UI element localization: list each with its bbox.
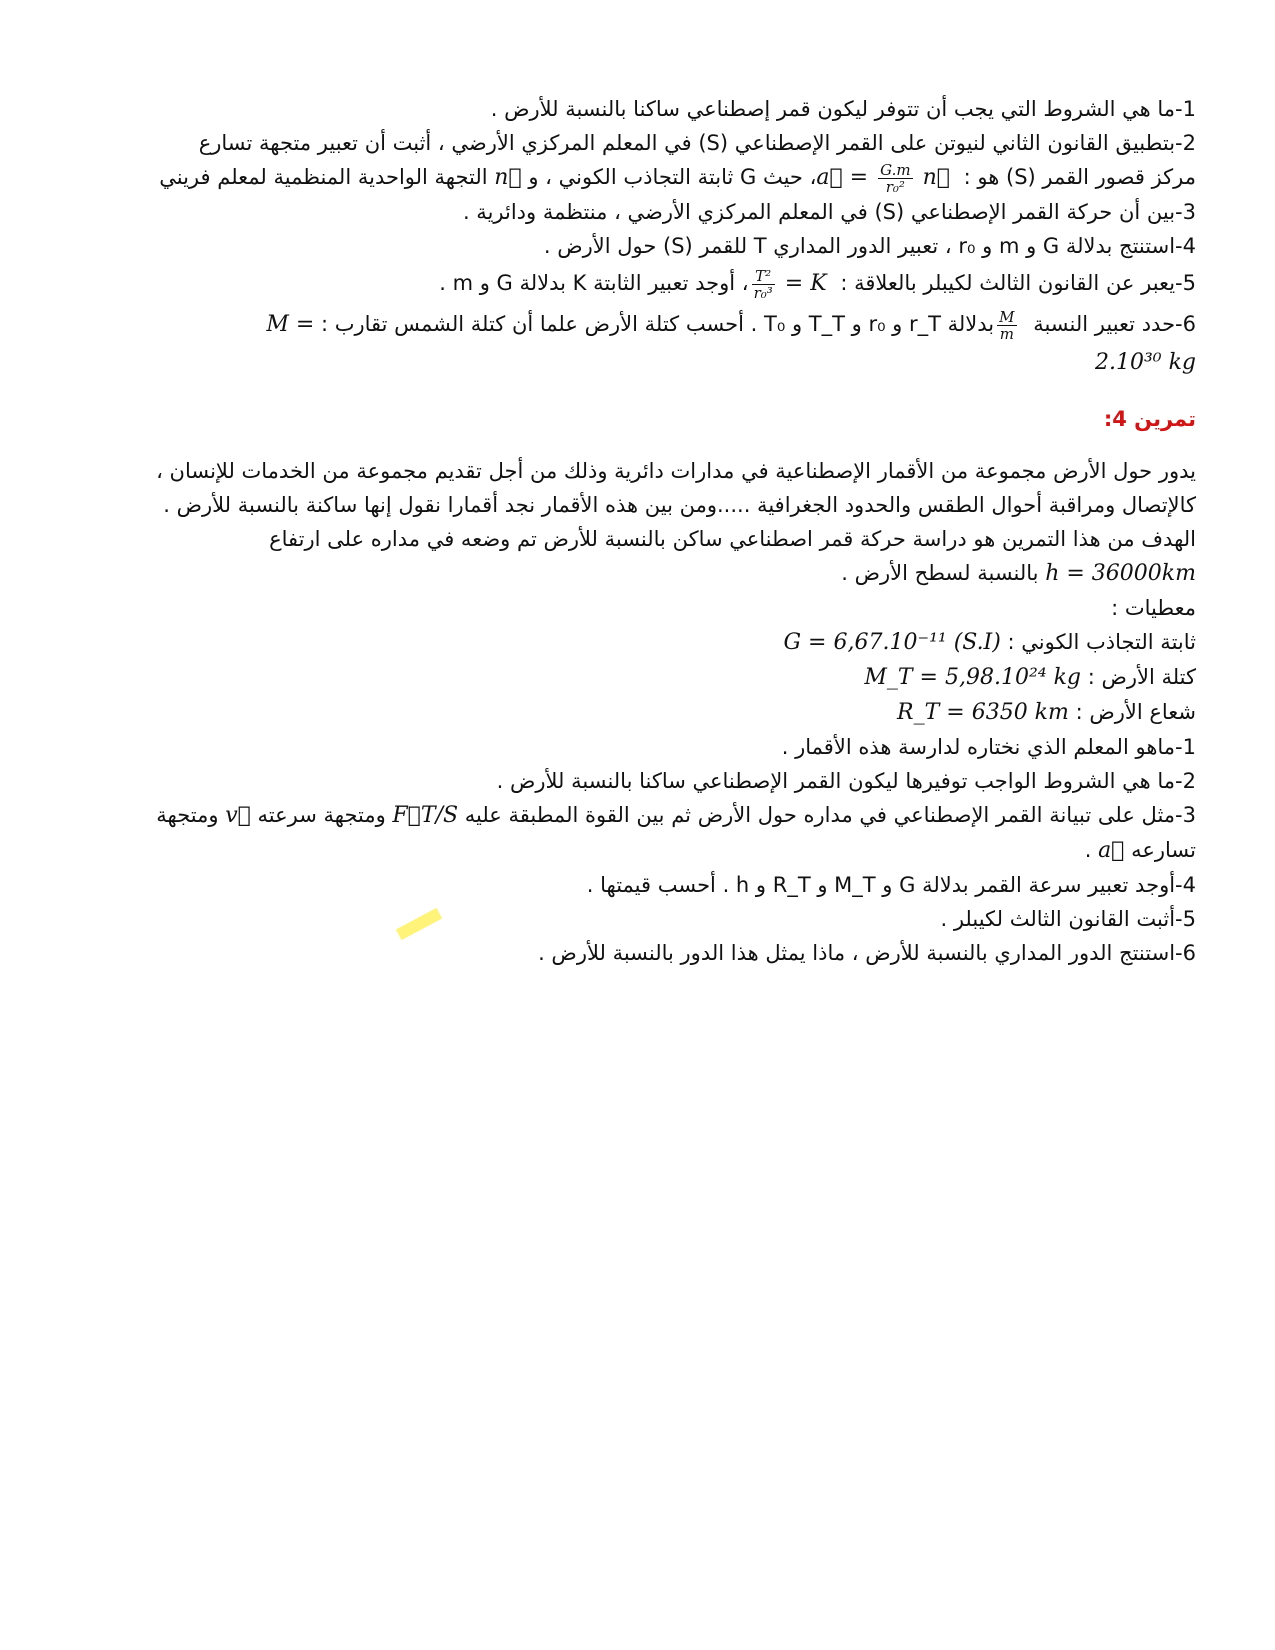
kepler-text: 5-يعبر عن القانون الثالث لكيبلر بالعلاقة : [840,271,1196,295]
ratio-text: 6-حدد تعبير النسبة [1033,312,1196,336]
height-suffix: بالنسبة لسطح الأرض . [841,561,1039,585]
ratio-num: M [999,307,1015,326]
data-G [78,625,1196,660]
data-MT-value: M_T = 5,98.10²⁴ kg [864,665,1081,690]
q3-text-d: تسارعه [1131,838,1196,862]
data-RT-value: R_T = 6350 km [897,700,1069,725]
accel-lhs: a⃗ = [816,165,869,190]
question-3-2-formula-line [78,160,1196,195]
kepler-question-text: ، أوجد تعبير الثابتة K بدلالة G و m . [439,271,749,295]
q3-force-vector: F⃗T/S [392,803,459,828]
formula-intro-text: مركز قصور القمر (S) هو : [963,165,1196,189]
q3-velocity-vector: v⃗ [225,803,251,828]
question-3-5 [78,263,1196,304]
q3-text-c: ومتجهة [156,803,219,827]
accel-unit-vector: n⃗ [922,165,950,190]
kepler-num: T² [752,268,775,285]
data-title: معطيات : [1111,596,1196,620]
exercise-4-goal-height [78,556,1196,591]
data-G-label: ثابتة التجاذب الكوني : [1007,630,1196,654]
sun-mass-lhs: M = [266,312,315,337]
ratio-question-text: بدلالة r_T و r₀ و T_T و T₀ . أحسب كتلة الأرض علما أن كتلة الشمس تقارب : [320,312,995,336]
q3-text-a: 3-مثل على تبيانة القمر الإصطناعي في مداره حول الأرض ثم بين القوة المطبقة عليه [464,803,1196,827]
sun-mass-line [78,345,1196,380]
data-RT-label: شعاع الأرض : [1075,700,1196,724]
data-G-value: G = 6,67.10⁻¹¹ (S.I) [783,630,1001,655]
accel-num: G.m [880,160,911,179]
accel-den: r₀² [885,177,905,195]
exercise-4-title: تمرين 4: [1103,407,1196,431]
data-MT-label: كتلة الأرض : [1087,665,1196,689]
exercise-4-goal: الهدف من هذا التمرين هو دراسة حركة قمر اصطناعي ساكن بالنسبة للأرض تم وضعه في مداره على ارتفاع [269,527,1196,551]
question-3-1: 1-ما هي الشروط التي يجب أن تتوفر ليكون قمر إصطناعي ساكنا بالنسبة للأرض . [490,97,1196,121]
exercise-4-q6: 6-استنتج الدور المداري بالنسبة للأرض ، ماذا يمثل هذا الدور بالنسبة للأرض . [538,941,1196,965]
exercise-4-q2: 2-ما هي الشروط الواجب توفيرها ليكون القمر الإصطناعي ساكنا بالنسبة للأرض . [496,769,1196,793]
kepler-rhs: = K [784,271,827,296]
exercise-4-q5: 5-أثبت القانون الثالث لكيبلر . [940,907,1196,931]
exercise-4-intro: يدور حول الأرض مجموعة من الأقمار الإصطناعية في مدارات دائرية وذلك من أجل تقديم مجموعة من الخدمات للإنسان ، كالإتصال ومراقبة أحوال الطقس والحدود الجغرافية .....ومن بين هذه الأقمار نجد أقمارا نقول إنها ساكنة بالنسبة للأرض . [156,459,1196,517]
ratio-den: m [999,324,1014,343]
n-vector: n⃗ [494,165,522,190]
sun-mass-value: 2.10³⁰ kg [1094,350,1196,375]
data-RT [78,695,1196,730]
document-page [78,92,1196,970]
question-3-6 [78,304,1196,345]
question-3-2: 2-بتطبيق القانون الثاني لنيوتن على القمر الإصطناعي (S) في المعلم المركزي الأرضي ، أثبت أن تعبير متجهة تسارع [198,131,1196,155]
kepler-formula [749,266,834,302]
kepler-fraction [752,268,775,301]
q3-accel-vector: a⃗ [1098,838,1125,863]
ratio-fraction [997,309,1016,342]
q3-text-b: ومتجهة سرعته [257,803,386,827]
accel-fraction [878,162,912,195]
kepler-den: r₀³ [753,283,773,302]
ratio-formula [994,307,1026,343]
exercise-4-q3-cont: تسارعه a⃗ . [1084,838,1196,863]
exercise-4-q1: 1-ماهو المعلم الذي نختاره لدارسة هذه الأقمار . [781,735,1196,759]
data-MT [78,660,1196,695]
exercise-4-q3 [78,798,1196,833]
height-formula: h = 36000km [1045,561,1196,586]
exercise-4-q4: 4-أوجد تعبير سرعة القمر بدلالة G و M_T و R_T و h . أحسب قيمتها . [586,873,1196,897]
acceleration-formula [816,160,957,195]
question-3-4: 4-استنتج بدلالة G و m و r₀ ، تعبير الدور المداري T للقمر (S) حول الأرض . [543,234,1196,258]
question-3-3: 3-بين أن حركة القمر الإصطناعي (S) في المعلم المركزي الأرضي ، منتظمة ودائرية . [462,200,1196,224]
formula-where-text: ، حيث G ثابتة التجاذب الكوني ، و [528,165,817,189]
frenet-text: التجهة الواحدية المنظمية لمعلم فريني [159,165,488,189]
